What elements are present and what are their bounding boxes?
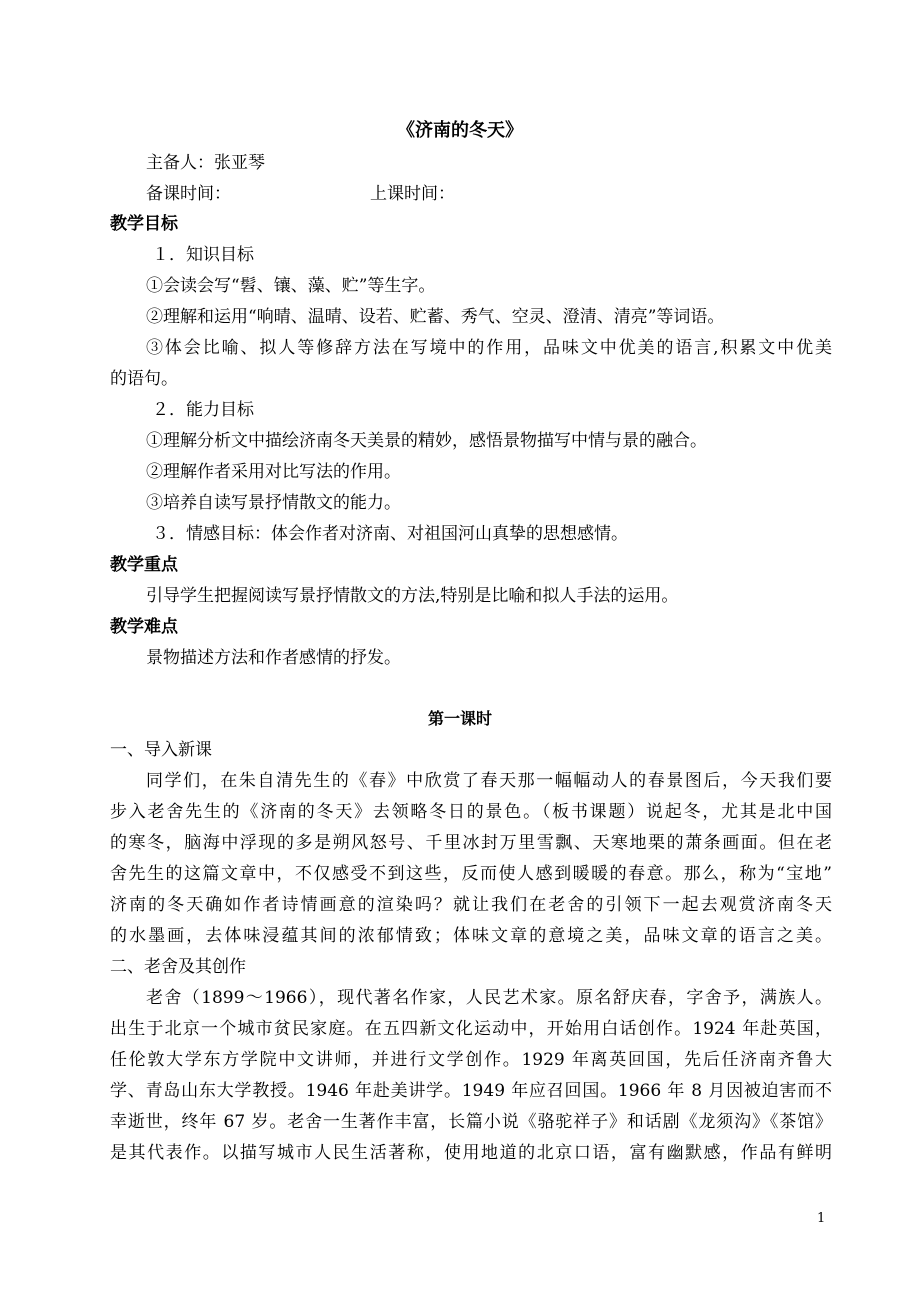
goal-knowledge-item-1: ①会读会写“髫、镶、藻、贮”等生字。: [146, 276, 436, 296]
goal-ability-item-3: ③培养自读写景抒情散文的能力。: [146, 493, 401, 513]
author-line-4: 学、青岛山东大学教授。1946 年赴美讲学。1949 年应召回国。1966 年 8 月因被迫害而不: [110, 1081, 832, 1101]
section-heading-key: 教学重点: [110, 555, 178, 575]
goal-knowledge-item-2: ②理解和运用“响晴、温晴、设若、贮蓄、秀气、空灵、澄清、清亮”等词语。: [146, 307, 725, 327]
page-number: 1: [817, 1211, 826, 1226]
goal-ability-item-2: ②理解作者采用对比写法的作用。: [146, 462, 401, 482]
intro-line-6: 的水墨画，去体味浸蕴其间的浓郁情致；体味文章的意境之美，品味文章的语言之美。: [110, 926, 832, 946]
author-line-2: 出生于北京一个城市贫民家庭。在五四新文化运动中，开始用白话创作。1924 年赴英国，: [110, 1019, 832, 1039]
goal-knowledge-title: １．知识目标: [152, 245, 254, 265]
class-time-label: 上课时间：: [370, 184, 455, 204]
part1-heading: 一、导入新课: [110, 740, 212, 760]
intro-line-4: 舍先生的这篇文章中，不仅感受不到这些，反而使人感到暖暖的春意。那么，称为“宝地”: [110, 864, 832, 884]
author-line-5: 幸逝世，终年 67 岁。老舍一生著作丰富，长篇小说《骆驼祥子》和话剧《龙须沟》《茶馆》: [110, 1112, 832, 1132]
lesson-heading: 第一课时: [427, 709, 492, 728]
goal-emotion: ３．情感目标：体会作者对济南、对祖国河山真挚的思想感情。: [152, 524, 628, 544]
author-line-6: 是其代表作。以描写城市人民生活著称，使用地道的北京口语，富有幽默感，作品有鲜明: [110, 1143, 832, 1163]
author-line-3: 任伦敦大学东方学院中文讲师，并进行文学创作。1929 年离英回国，先后任济南齐鲁大: [110, 1050, 832, 1070]
doc-title: 《济南的冬天》: [397, 120, 523, 141]
goal-ability-item-1: ①理解分析文中描绘济南冬天美景的精妙，感悟景物描写中情与景的融合。: [146, 431, 707, 451]
goal-knowledge-item-3: ③体会比喻、拟人等修辞方法在写境中的作用，品味文中优美的语言,积累文中优美: [146, 338, 832, 358]
preparer-line: 主备人：张亚琴: [146, 153, 265, 173]
intro-line-1: 同学们，在朱自清先生的《春》中欣赏了春天那一幅幅动人的春景图后，今天我们要: [146, 771, 832, 791]
section-heading-difficulty: 教学难点: [110, 617, 178, 637]
difficulty-text: 景物描述方法和作者感情的抒发。: [146, 648, 401, 668]
intro-line-2: 步入老舍先生的《济南的冬天》去领略冬日的景色。（板书课题）说起冬，尤其是北中国: [110, 802, 832, 822]
goal-ability-title: ２．能力目标: [152, 400, 254, 420]
section-heading-goals: 教学目标: [110, 214, 178, 234]
prep-time-label: 备课时间：: [146, 184, 231, 204]
key-text: 引导学生把握阅读写景抒情散文的方法,特别是比喻和拟人手法的运用。: [146, 586, 679, 606]
author-line-1: 老舍（1899～1966），现代著名作家，人民艺术家。原名舒庆春，字舍予，满族人。: [146, 988, 832, 1008]
part2-heading: 二、老舍及其创作: [110, 957, 246, 977]
intro-line-5: 济南的冬天确如作者诗情画意的渲染吗？就让我们在老舍的引领下一起去观赏济南冬天: [110, 895, 832, 915]
intro-line-3: 的寒冬，脑海中浮现的多是朔风怒号、千里冰封万里雪飘、天寒地栗的萧条画面。但在老: [110, 833, 832, 853]
goal-knowledge-item-3-cont: 的语句。: [110, 369, 178, 389]
